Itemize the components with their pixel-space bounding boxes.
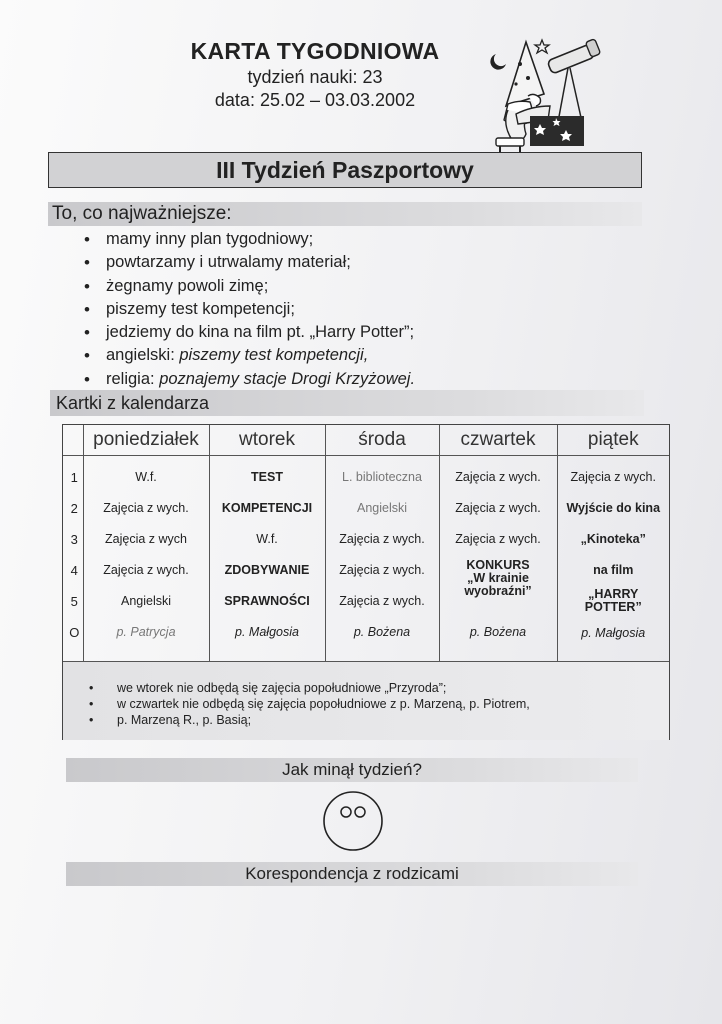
list-item: • mamy inny plan tygodniowy; [82,228,415,251]
lesson: Wyjście do kina [566,501,661,515]
list-item: • jedziemy do kina na film pt. „Harry Potter”; [82,321,415,344]
lesson: Zajęcia z wych. [455,470,541,484]
teacher: p. Patrycja [116,625,176,639]
lesson: Zajęcia z wych. [339,532,425,546]
row-numbers-column [63,456,83,662]
important-heading: To, co najważniejsze: [48,202,642,226]
lesson: „Kinoteka” [580,532,646,546]
week-banner: III Tydzień Paszportowy [48,152,642,188]
lesson: Zajęcia z wych. [455,501,541,515]
teacher: p. Małgosia [581,626,646,640]
document-header [150,38,480,111]
week-number: tydzień nauki: 23 [247,67,383,87]
row-number: 3 [70,532,78,547]
monday-column [83,456,209,662]
calendar-heading: Kartki z kalendarza [50,390,644,416]
teacher: p. Bożena [353,625,411,639]
correspondence-heading: Korespondencja z rodzicami [66,862,638,886]
lesson: Zajęcia z wych. [570,470,656,484]
table-row [63,456,669,662]
list-item: • piszemy test kompetencji; [82,298,415,321]
lesson: W.f. [256,532,278,546]
list-item: • w czwartek nie odbędą się zajęcia popołudniowe z p. Marzeną, p. Piotrem, [89,696,530,712]
card-title: KARTA TYGODNIOWA [190,38,440,64]
list-item: • p. Marzeną R., p. Basią; [89,712,530,728]
face-icon [322,790,384,852]
row-number: O [69,625,80,640]
important-list [82,228,415,391]
film-title: „HARRY POTTER” [584,587,642,614]
day-header-tuesday: wtorek [209,425,325,456]
lesson: TEST [251,470,283,484]
day-header-thursday: czwartek [439,425,557,456]
wizard-telescope-illustration [482,34,602,156]
lesson: Zajęcia z wych. [103,501,189,515]
lesson: Zajęcia z wych. [339,594,425,608]
week-review-heading: Jak minął tydzień? [66,758,638,782]
date-range: data: 25.02 – 03.03.2002 [214,90,416,110]
table-header-row [63,425,669,456]
day-header-friday: piątek [557,425,669,456]
lesson: KOMPETENCJI [221,501,313,515]
row-number: 5 [70,594,78,609]
lesson: ZDOBYWANIE [224,563,310,577]
lesson: Zajęcia z wych [105,532,187,546]
calendar-table-frame [62,424,670,740]
lesson: Zajęcia z wych. [339,563,425,577]
lesson: na film [593,563,634,577]
row-number: 2 [70,501,78,516]
list-item: • angielski: piszemy test kompetencji, [82,344,415,367]
row-number: 1 [70,470,78,485]
lesson: W.f. [135,470,157,484]
day-header-monday: poniedziałek [83,425,209,456]
teacher: p. Małgosia [235,625,299,639]
list-item: • we wtorek nie odbędą się zajęcia popołudniowe „Przyroda”; [89,680,530,696]
tuesday-column [209,456,325,662]
lesson: Zajęcia z wych. [103,563,189,577]
thursday-column [439,456,557,662]
lesson: L. biblioteczna [342,470,422,484]
day-header-wednesday: środa [325,425,439,456]
friday-column [557,456,669,662]
list-item: • powtarzamy i utrwalamy materiał; [82,251,415,274]
lesson: Angielski [120,594,172,608]
lesson: Zajęcia z wych. [455,532,541,546]
schedule-notes [63,661,669,740]
contest-block: KONKURS „W krainie wyobraźni” [464,558,532,598]
lesson: SPRAWNOŚCI [224,594,310,608]
row-number: 4 [70,563,78,578]
weekly-schedule-table [63,425,669,661]
list-item: • żegnamy powoli zimę; [82,275,415,298]
list-item: • religia: poznajemy stacje Drogi Krzyżowej. [82,368,415,391]
wednesday-column [325,456,439,662]
row-number-header [63,425,83,456]
teacher: p. Bożena [469,625,527,639]
lesson: Angielski [356,501,408,515]
